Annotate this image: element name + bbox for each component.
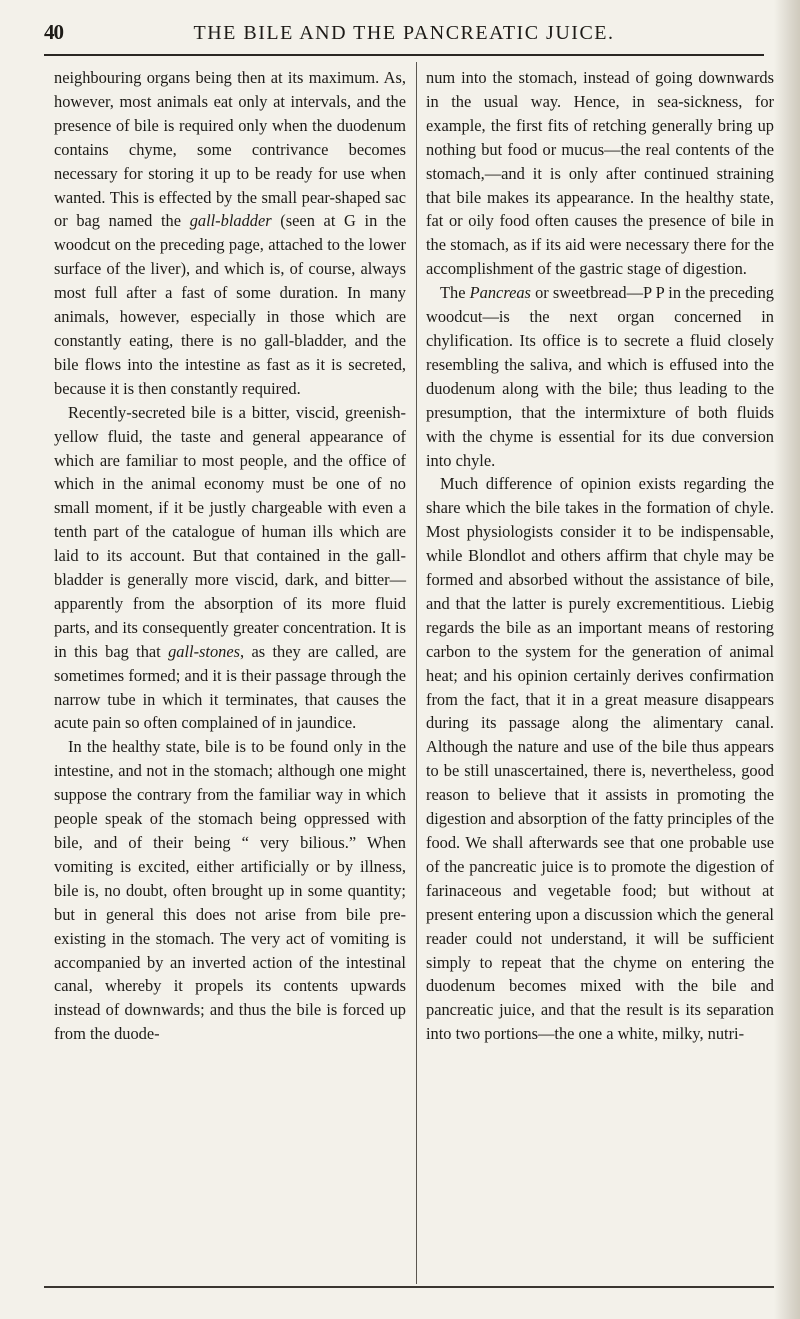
page-header bbox=[44, 16, 764, 56]
right-column bbox=[426, 66, 774, 1046]
paragraph: In the healthy state, bile is to be found only in the intestine, and not in the stomach; although one might suppose the contrary from the familiar way in which people speak of the stomach being oppressed with bile, and of their being “ very bilious.” When vomiting is excited, either artificially or by illness, bile is, no doubt, often brought up in some quantity; but in general this does not arise from bile pre-existing in the stomach. The very act of vomiting is accompanied by an inverted action of the intestinal canal, whereby it propels its contents upwards instead of downwards; and thus the bile is forced up from the duode- bbox=[54, 737, 406, 1044]
paragraph-text: The bbox=[440, 283, 470, 303]
paragraph bbox=[54, 66, 406, 401]
page-number: 40 bbox=[44, 20, 63, 44]
paragraph: Much difference of opinion exists regarding the share which the bile takes in the formation of chyle. Most physiologists consider it to be indispensable, while Blondlot and others affirm that chyle may be formed and absorbed without the assistance of bile, and that the latter is purely excrementitious. Liebig regards the bile as an important means of restoring carbon to the system for the generation of animal heat; and his opinion certainly derives confirmation from the fact, that it in a great measure disappears during its passage along the alimentary canal. Although the nature and use of the bile thus appears to be still unascertained, there is, nevertheless, good reason to believe that it assists in promoting the digestion and absorption of the fatty principles of the food. We shall afterwards see that one probable use of the pancreatic juice is to promote the digestion of farinaceous and vegetable food; but without at present entering upon a discussion which the general reader could not understand, it will be sufficient simply to repeat that the chyme on entering the duodenum becomes mixed with the bile and pancreatic juice, and that the result is its separation into two portions—the one a white, milky, nutri- bbox=[426, 474, 774, 1044]
italic-term-pancreas: Pancreas bbox=[469, 283, 531, 303]
paragraph bbox=[54, 401, 406, 736]
page-edge-shadow bbox=[774, 0, 800, 1319]
running-title: THE BILE AND THE PANCREATIC JUICE. bbox=[193, 22, 615, 44]
bottom-rule bbox=[44, 1286, 774, 1288]
column-divider bbox=[416, 62, 417, 1284]
paragraph: num into the stomach, instead of going downwards in the usual way. Hence, in sea-sickness, for example, the first fits of retching generally bring up nothing but food or mucus—the real contents of the stomach,—and it is only after continued straining that bile makes its appearance. In the healthy state, fat or oily food often causes the presence of bile in the stomach, as if its aid were necessary there for the accomplishment of the gastric stage of digestion. bbox=[426, 68, 774, 279]
paragraph-text: , as they are called, are sometimes formed; and it is their passage through the narrow tube in which it terminates, that causes the acute pain so often complained of in jaundice. bbox=[54, 641, 406, 733]
italic-term-gall-stones: gall-stones bbox=[168, 641, 241, 661]
paragraph-text: (seen at G in the woodcut on the preceding page, attached to the lower surface of the liver), and which is, of course, always most full after a fast of some duration. In many animals, however, especially in those which are constantly eating, there is no gall-bladder, and the bile flows into the intestine as fast as it is secreted, because it is then constantly required. bbox=[54, 211, 406, 398]
paragraph-text: neighbouring organs being then at its maximum. As, however, most animals eat only at intervals, and the presence of bile is required only when the duodenum contains chyme, some contrivance becomes necessary for storing it up to be ready for use when wanted. This is effected by the small pear-shaped sac or bag named the bbox=[54, 68, 406, 231]
paragraph-text: or sweetbread—P P in the preceding woodcut—is the next organ concerned in chylification. Its office is to secrete a fluid closely resembling the saliva, and which is effused into the duodenum along with the bile; thus leading to the presumption, that the intermixture of both fluids with the chyme is essential for its due conversion into chyle. bbox=[426, 283, 774, 470]
paragraph-text: Recently-secreted bile is a bitter, viscid, greenish-yellow fluid, the taste and general appearance of which are familiar to most people, and the office of which in the animal economy must be one of no small moment, if it be justly chargeable with even a tenth part of the catalogue of human ills which are laid to its account. But that contained in the gall-bladder is generally more viscid, dark, and bitter—apparently from the absorption of its more fluid parts, and its consequently greater concentration. It is in this bag that bbox=[54, 402, 406, 661]
left-column bbox=[54, 66, 406, 1046]
paragraph bbox=[426, 281, 774, 472]
italic-term-gall-bladder: gall-bladder bbox=[189, 211, 272, 231]
